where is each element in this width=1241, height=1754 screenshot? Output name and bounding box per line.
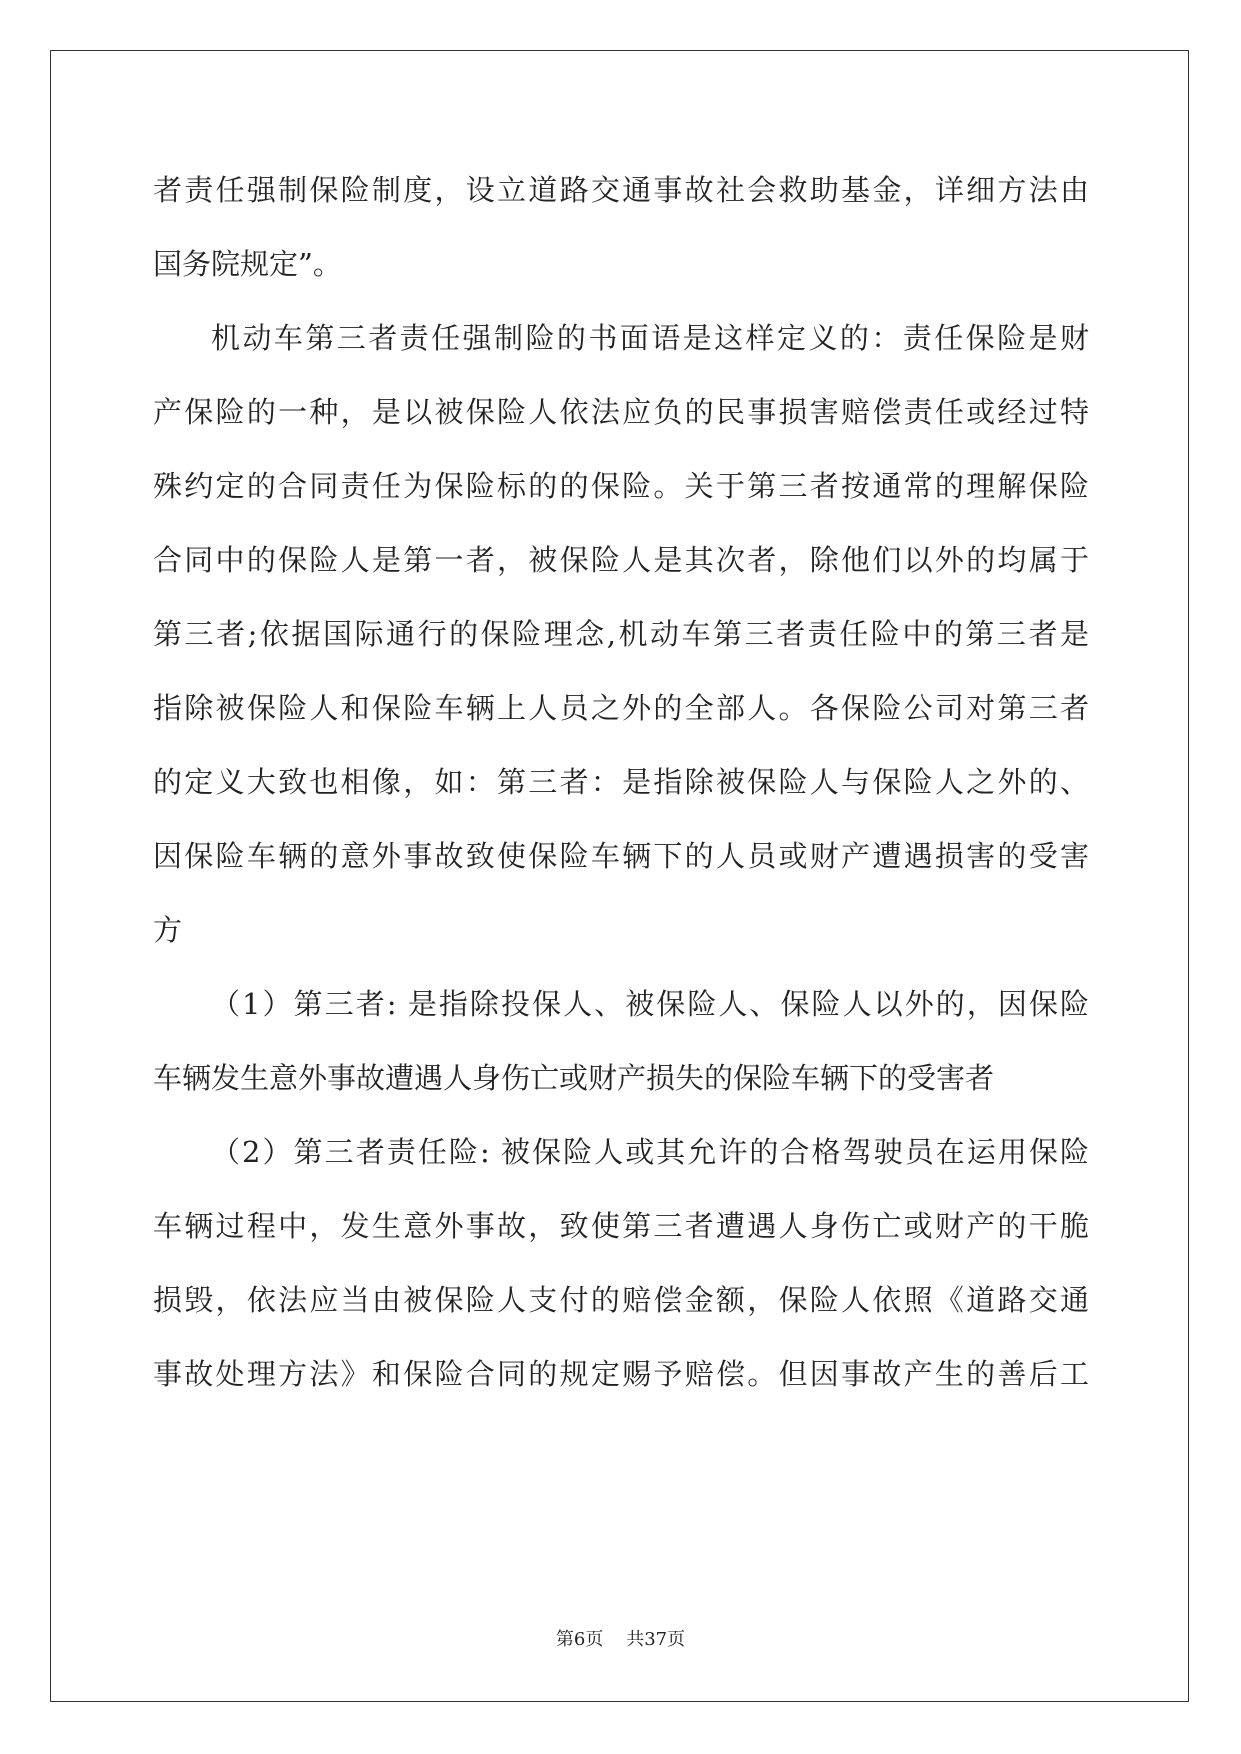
total-label-prefix: 共 bbox=[626, 1629, 645, 1650]
text-line: 者责任强制保险制度，设立道路交通事故社会救助基金，详细方法由 bbox=[153, 173, 1089, 207]
text-line: （1）第三者: 是指除投保人、被保险人、保险人以外的，因保险 bbox=[211, 987, 1089, 1021]
text-line: 因保险车辆的意外事故致使保险车辆下的人员或财产遭遇损害的受害 bbox=[153, 839, 1089, 873]
text-line: 殊约定的合同责任为保险标的的保险。关于第三者按通常的理解保险 bbox=[153, 469, 1089, 503]
text-line: 车辆过程中，发生意外事故，致使第三者遭遇人身伤亡或财产的干脆 bbox=[153, 1209, 1089, 1243]
text-line: 车辆发生意外事故遭遇人身伤亡或财产损失的保险车辆下的受害者 bbox=[153, 1061, 995, 1095]
page-label-prefix: 第 bbox=[555, 1629, 574, 1650]
text-line: 合同中的保险人是第一者，被保险人是其次者，除他们以外的均属于 bbox=[153, 543, 1089, 577]
total-pages: 37 bbox=[644, 1629, 668, 1650]
page-number: 6 bbox=[573, 1629, 586, 1650]
text-line: 方 bbox=[153, 913, 183, 947]
page-footer bbox=[0, 1625, 1241, 1651]
text-line: （2）第三者责任险: 被保险人或其允许的合格驾驶员在运用保险 bbox=[211, 1135, 1089, 1169]
text-line: 第三者;依据国际通行的保险理念,机动车第三者责任险中的第三者是 bbox=[153, 617, 1089, 651]
text-line: 国务院规定”。 bbox=[153, 247, 342, 281]
total-label-suffix: 页 bbox=[667, 1629, 686, 1650]
text-line: 事故处理方法》和保险合同的规定赐予赔偿。但因事故产生的善后工 bbox=[153, 1357, 1089, 1391]
document-body bbox=[153, 162, 1089, 1420]
text-line: 损毁，依法应当由被保险人支付的赔偿金额，保险人依照《道路交通 bbox=[153, 1283, 1089, 1317]
text-line: 指除被保险人和保险车辆上人员之外的全部人。各保险公司对第三者 bbox=[153, 691, 1089, 725]
text-line: 机动车第三者责任强制险的书面语是这样定义的：责任保险是财 bbox=[211, 321, 1089, 355]
text-line: 产保险的一种，是以被保险人依法应负的民事损害赔偿责任或经过特 bbox=[153, 395, 1089, 429]
text-line: 的定义大致也相像，如：第三者：是指除被保险人与保险人之外的、 bbox=[153, 765, 1089, 799]
page-label-suffix: 页 bbox=[585, 1629, 604, 1650]
